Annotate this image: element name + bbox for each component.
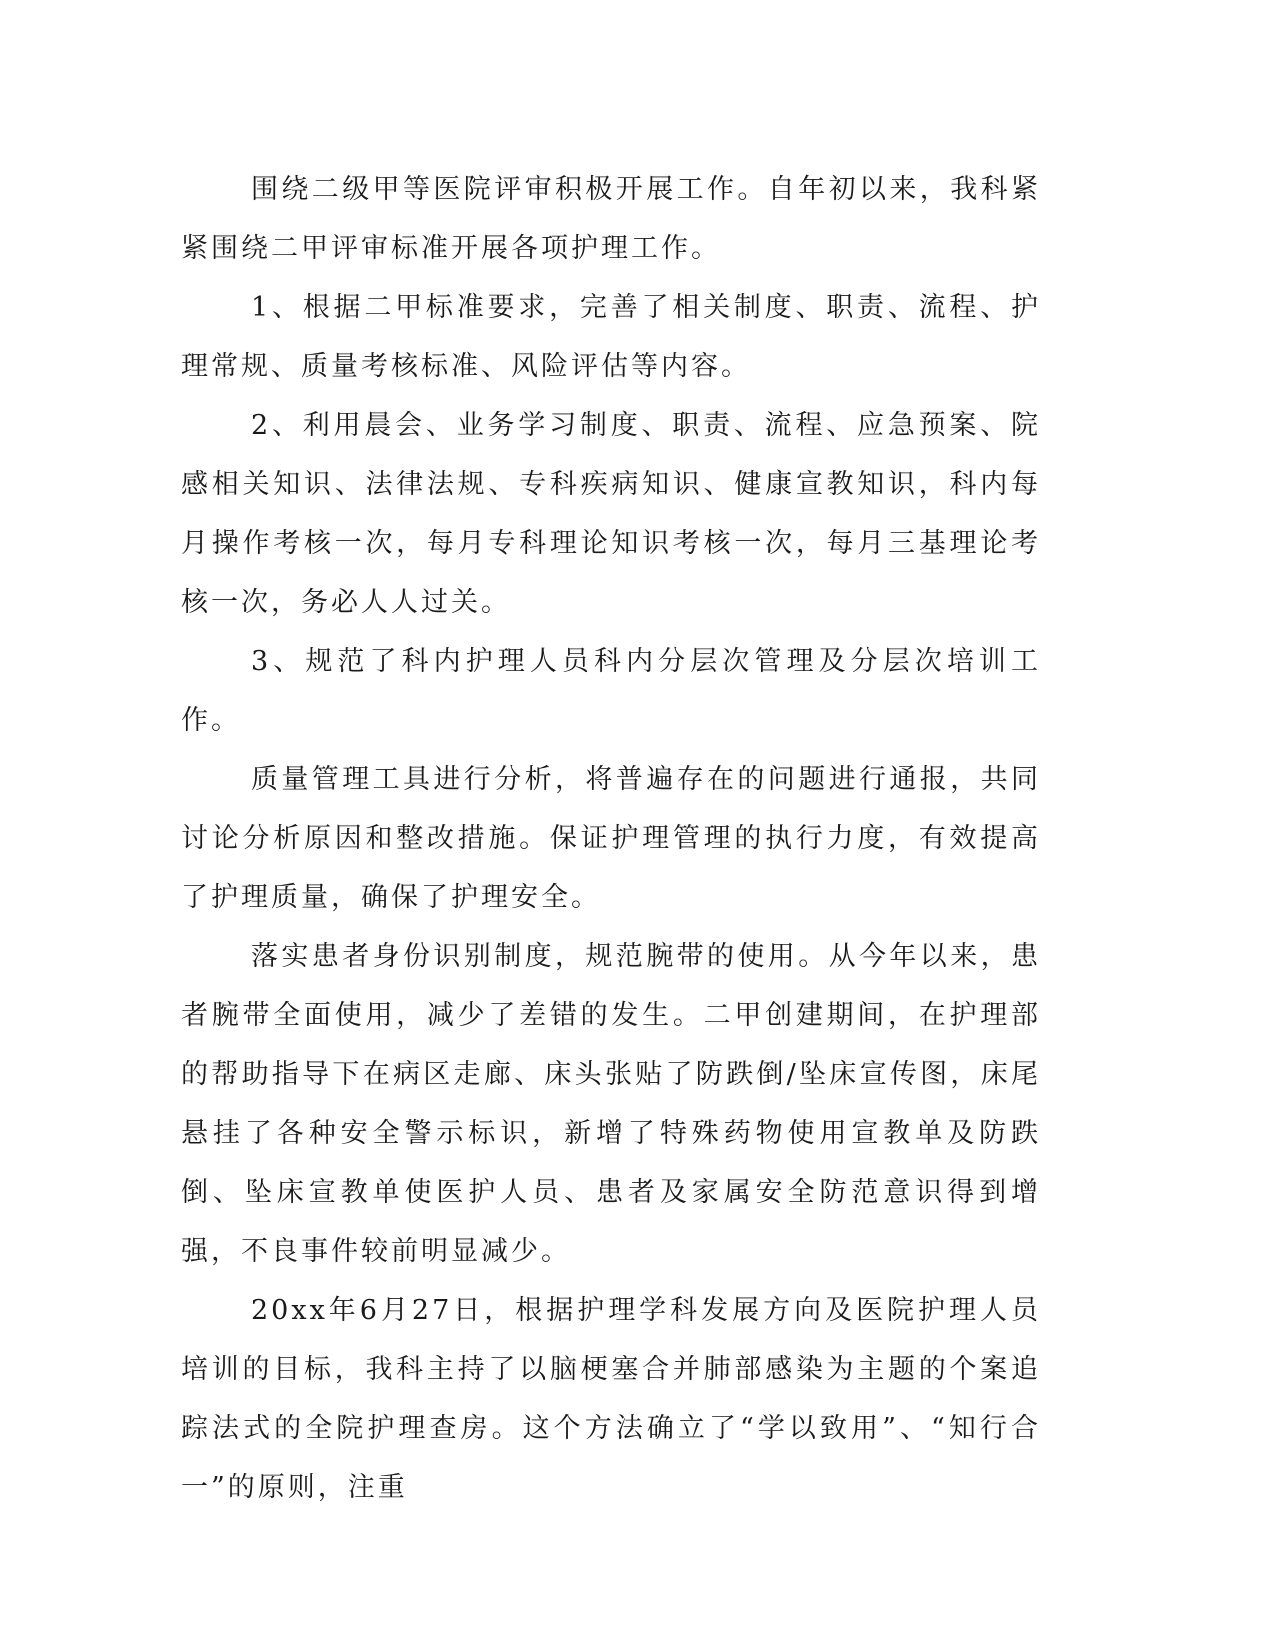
paragraph-review-intro: 围绕二级甲等医院评审积极开展工作。自年初以来，我科紧紧围绕二甲评审标准开展各项护理工作。 (181, 174, 1041, 264)
paragraph-item-3: 3、规范了科内护理人员科内分层次管理及分层次培训工作。 (181, 646, 1041, 736)
paragraph-patient-identification: 落实患者身份识别制度，规范腕带的使用。从今年以来，患者腕带全面使用，减少了差错的发生。二甲创建期间，在护理部的帮助指导下在病区走廊、床头张贴了防跌倒/坠床宣传图，床尾悬挂了各种安全警示标识，新增了特殊药物使用宣教单及防跌倒、坠床宣教单使医护人员、患者及家属安全防范意识得到增强，不良事件较前明显减少。 (181, 941, 1041, 1267)
document-body (181, 160, 1041, 1517)
paragraph-item-1: 1、根据二甲标准要求，完善了相关制度、职责、流程、护理常规、质量考核标准、风险评估等内容。 (181, 292, 1041, 382)
paragraph-nursing-rounds: 20xx年6月27日，根据护理学科发展方向及医院护理人员培训的目标，我科主持了以脑梗塞合并肺部感染为主题的个案追踪法式的全院护理查房。这个方法确立了“学以致用”、“知行合一”的原则，注重 (181, 1295, 1041, 1503)
paragraph-item-2: 2、利用晨会、业务学习制度、职责、流程、应急预案、院感相关知识、法律法规、专科疾病知识、健康宣教知识，科内每月操作考核一次，每月专科理论知识考核一次，每月三基理论考核一次，务必人人过关。 (181, 410, 1041, 618)
paragraph-quality-management: 质量管理工具进行分析，将普遍存在的问题进行通报，共同讨论分析原因和整改措施。保证护理管理的执行力度，有效提高了护理质量，确保了护理安全。 (181, 764, 1041, 913)
